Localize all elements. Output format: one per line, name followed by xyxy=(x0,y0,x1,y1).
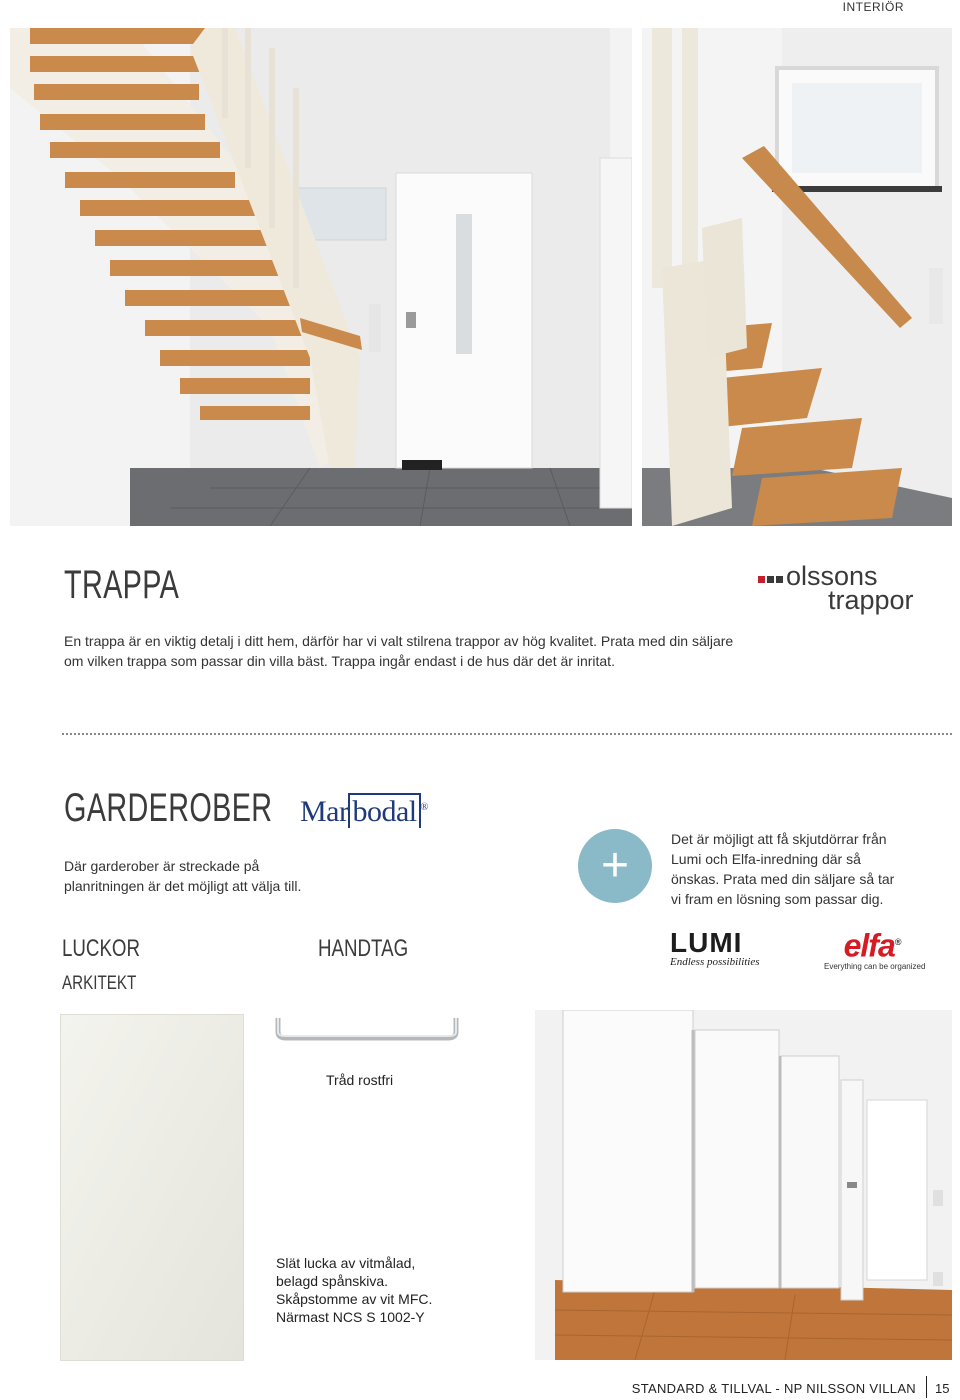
staircase-detail-photo xyxy=(642,28,952,526)
trappa-heading: TRAPPA xyxy=(64,563,180,607)
section-label: INTERIÖR xyxy=(842,0,904,14)
staircase-hallway-photo xyxy=(10,28,632,526)
extra-line-4: vi fram en lösning som passar dig. xyxy=(671,891,884,907)
section-divider xyxy=(62,733,952,735)
garderober-description xyxy=(64,856,364,896)
door-caption-line-2: belagd spånskiva. xyxy=(276,1273,389,1289)
trappa-line-1: En trappa är en viktig detalj i ditt hem, därför har vi valt stilrena trappor av hög kvalitet. Prata med din säljare xyxy=(64,633,734,649)
plus-icon: + xyxy=(578,829,652,903)
sliding-wardrobe-photo xyxy=(535,1010,952,1360)
lumi-logo xyxy=(670,927,760,968)
trappa-description xyxy=(64,631,894,671)
garderober-line-1: Där garderober är streckade på xyxy=(64,858,260,874)
page-number: 15 xyxy=(935,1381,950,1396)
extra-line-3: önskas. Prata med din säljare så tar xyxy=(671,871,895,887)
olssons-trappor-logo xyxy=(758,560,948,620)
lumi-logo-tagline: Endless possibilities xyxy=(670,956,760,968)
wire-handle-photo xyxy=(272,1012,462,1046)
elfa-logo-word: elfa xyxy=(843,927,895,964)
olssons-logo-line1: olssons xyxy=(786,561,878,591)
page-footer xyxy=(0,1374,960,1400)
marbodal-logo-pre: Mar xyxy=(300,795,349,828)
garderober-heading: GARDEROBER xyxy=(64,786,273,830)
extra-line-1: Det är möjligt att få skjutdörrar från xyxy=(671,831,887,847)
garderober-extra-description xyxy=(671,829,941,909)
footer-separator xyxy=(926,1376,927,1398)
luckor-heading: LUCKOR xyxy=(62,935,141,962)
lumi-logo-name: LUMI xyxy=(670,927,743,958)
marbodal-logo xyxy=(300,795,428,829)
door-panel-swatch xyxy=(60,1014,244,1361)
footer-title: STANDARD & TILLVAL - NP NILSSON VILLAN xyxy=(631,1381,916,1396)
olssons-logo-line2: trappor xyxy=(828,585,914,615)
elfa-logo-reg: ® xyxy=(894,937,901,947)
marbodal-logo-reg: ® xyxy=(420,802,428,813)
luckor-subheading: ARKITEKT xyxy=(62,973,137,994)
elfa-logo-tagline: Everything can be organized xyxy=(824,961,926,971)
door-caption-line-3: Skåpstomme av vit MFC. xyxy=(276,1291,433,1307)
door-caption-line-4: Närmast NCS S 1002-Y xyxy=(276,1309,425,1325)
trappa-line-2: om vilken trappa som passar din villa bäst. Trappa ingår endast i de hus där det är inritat. xyxy=(64,653,615,669)
garderober-line-2: planritningen är det möjligt att välja till. xyxy=(64,878,302,894)
handtag-heading: HANDTAG xyxy=(318,935,409,962)
door-panel-caption xyxy=(276,1254,496,1326)
olssons-logo-mark-icon xyxy=(758,572,784,588)
door-caption-line-1: Slät lucka av vitmålad, xyxy=(276,1255,416,1271)
handle-caption: Tråd rostfri xyxy=(326,1072,394,1088)
elfa-logo-name xyxy=(824,926,920,962)
marbodal-logo-boxed: bodal xyxy=(348,793,420,828)
extra-line-2: Lumi och Elfa-inredning där så xyxy=(671,851,861,867)
elfa-logo xyxy=(824,926,926,971)
